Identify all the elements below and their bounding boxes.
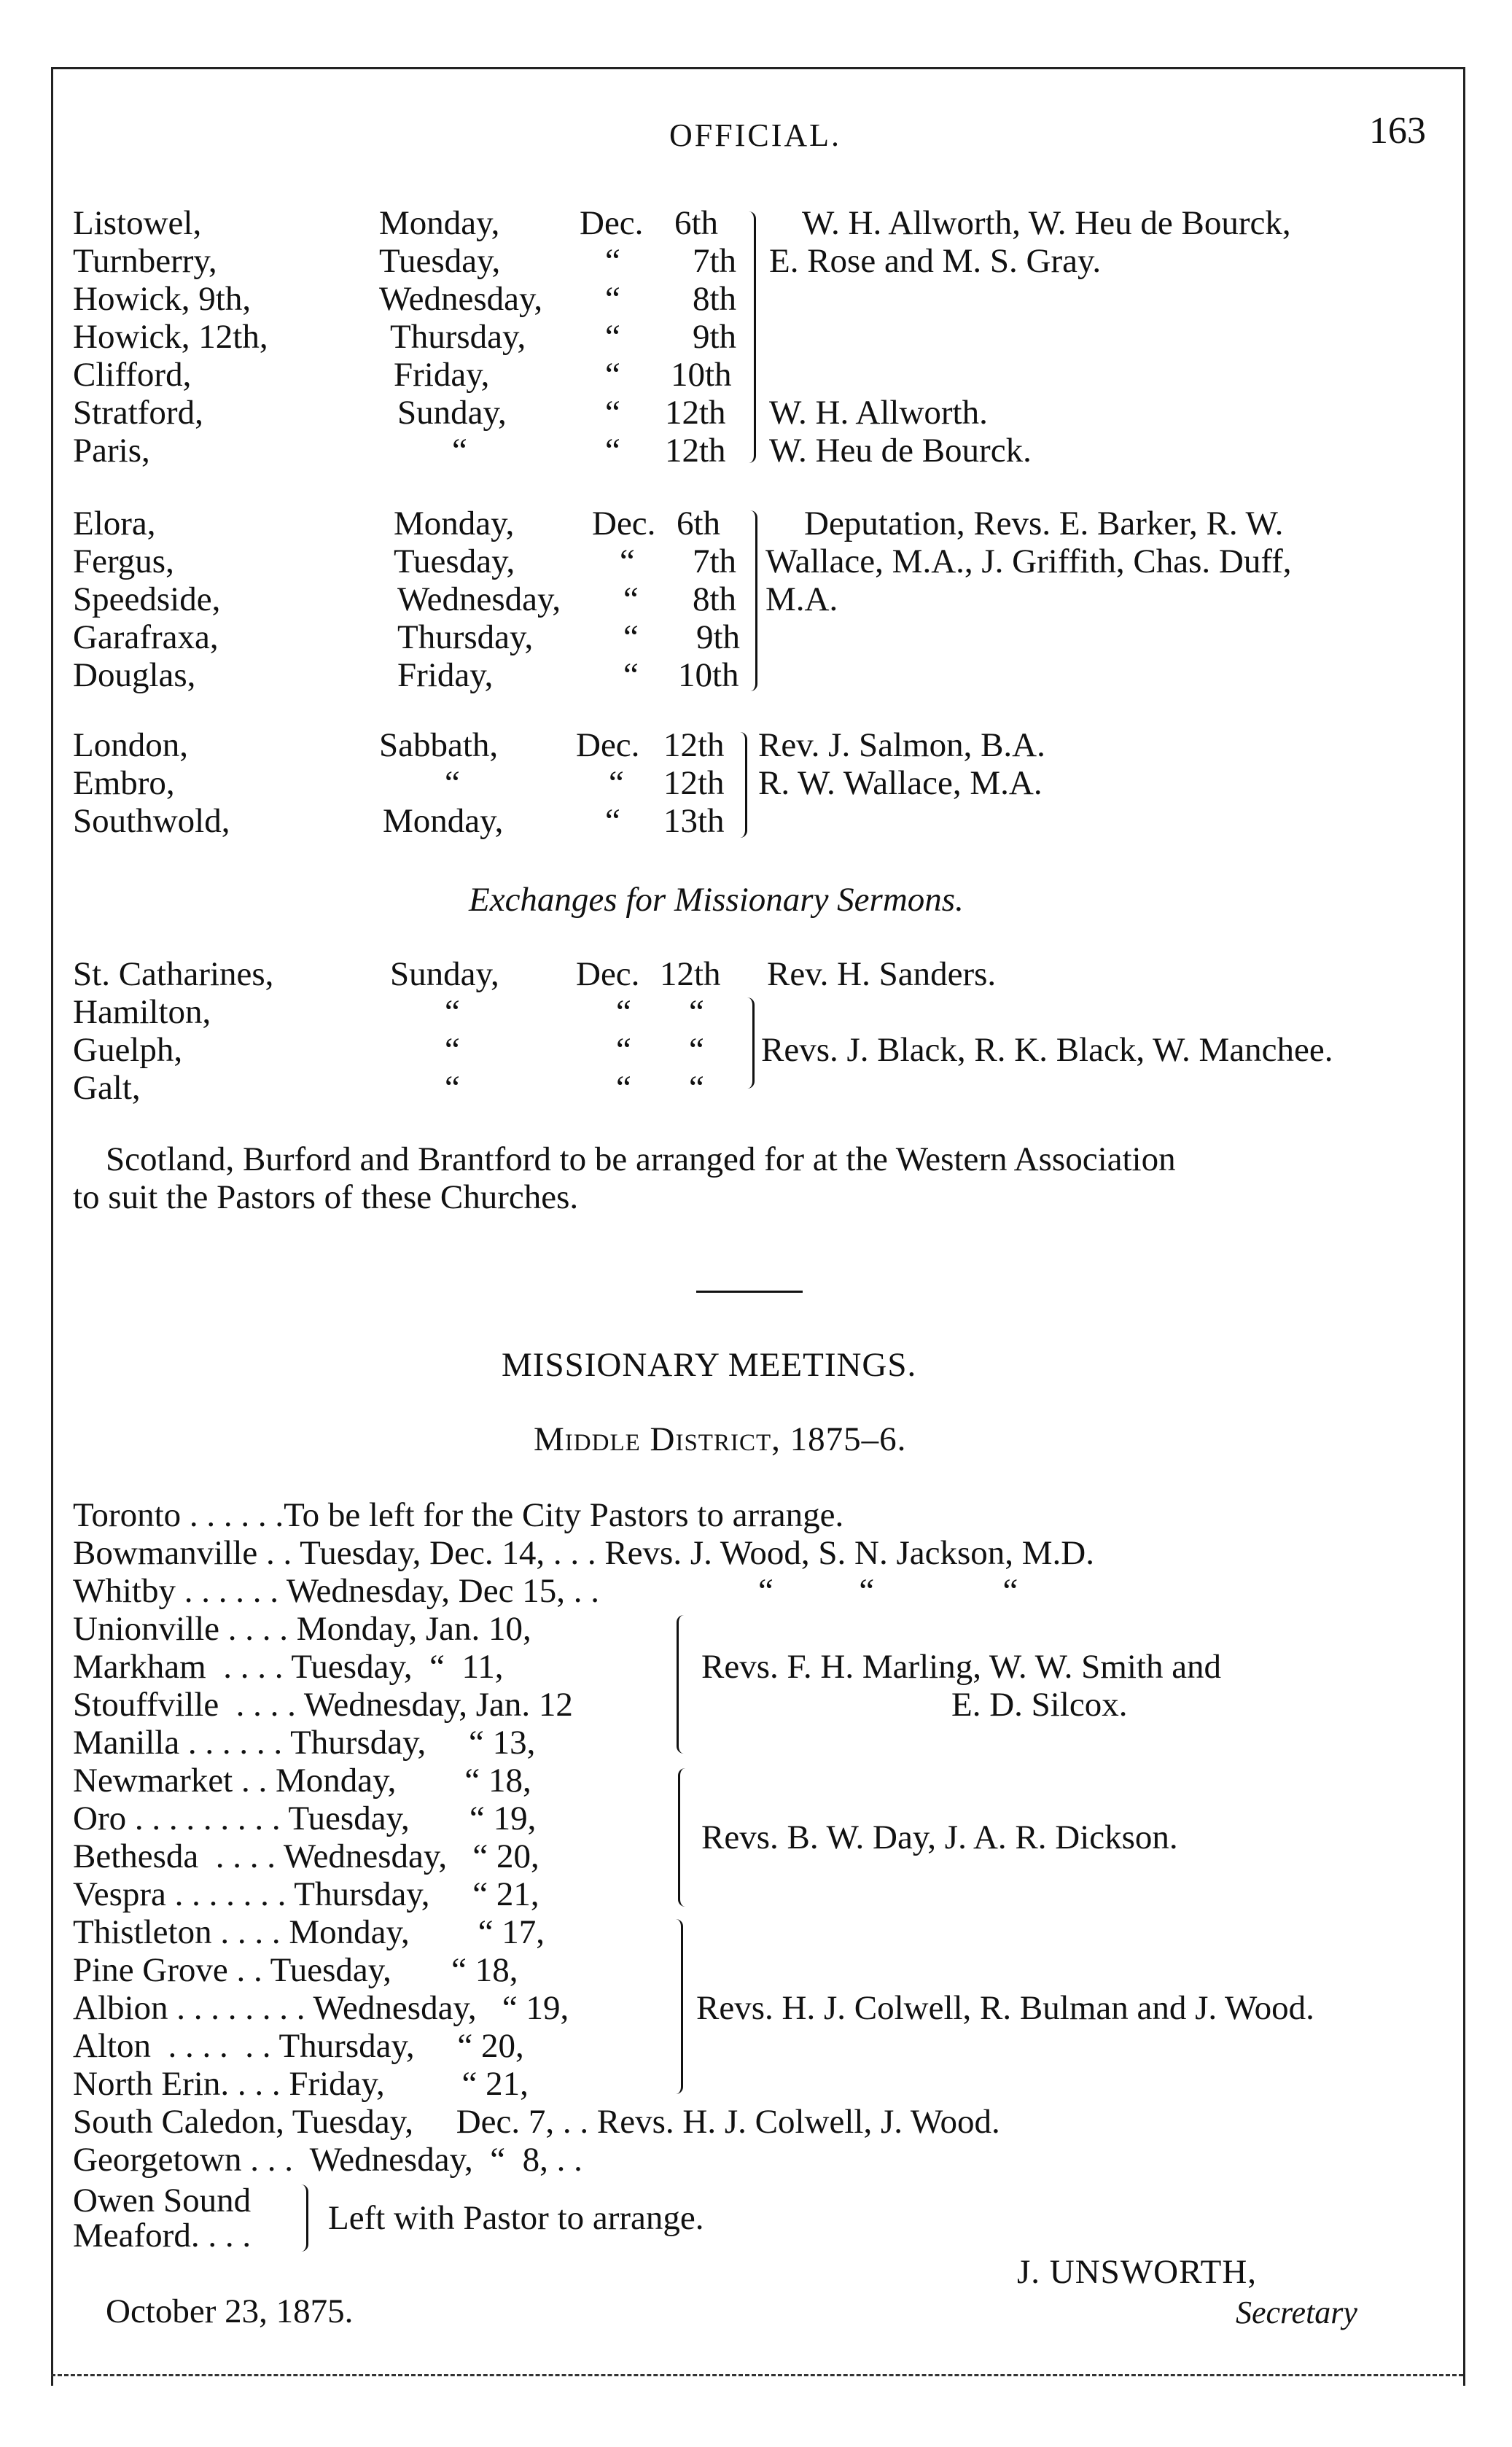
month: “ (616, 993, 631, 1031)
date: “ (689, 993, 704, 1031)
signature: J. UNSWORTH, (1017, 2253, 1258, 2291)
meeting-line: North Erin. . . . Friday, “ 21, (73, 2065, 529, 2103)
month: “ (605, 280, 620, 318)
meeting-line: Owen Sound (73, 2182, 252, 2220)
place: Embro, (73, 764, 175, 802)
place: Douglas, (73, 656, 196, 694)
ministers-note: W. H. Allworth, W. Heu de Bourck, (802, 204, 1291, 242)
date: 13th (663, 802, 725, 840)
date: 10th (678, 656, 739, 694)
date: “ (689, 1069, 704, 1107)
date: 12th (665, 432, 726, 470)
day: “ (452, 432, 467, 470)
day: “ (445, 1069, 460, 1107)
ministers-note: W. Heu de Bourck. (769, 432, 1032, 470)
date: 9th (696, 618, 741, 656)
ditto-marks: “ “ “ (758, 1572, 1018, 1610)
place: Elora, (73, 505, 156, 542)
meeting-line: Unionville . . . . Monday, Jan. 10, (73, 1610, 531, 1648)
month: “ (605, 802, 620, 840)
brace (678, 1768, 690, 1907)
day: Tuesday, (379, 242, 501, 280)
meeting-line: Bowmanville . . Tuesday, Dec. 14, . . . Revs. J. Wood, S. N. Jackson, M.D. (73, 1534, 1094, 1572)
month: Dec. (592, 505, 656, 542)
scotland-note: Scotland, Burford and Brantford to be arranged for at the Western Association (106, 1140, 1176, 1178)
month: “ (605, 394, 620, 432)
place: Clifford, (73, 356, 192, 394)
exchanges-heading: Exchanges for Missionary Sermons. (469, 881, 964, 919)
ministers-note: W. H. Allworth. (769, 394, 988, 432)
place: Paris, (73, 432, 150, 470)
day: Wednesday, (379, 280, 543, 318)
brace (744, 211, 756, 463)
day: Monday, (394, 505, 515, 542)
month: “ (620, 542, 635, 580)
month: Dec. (576, 955, 640, 993)
frame-top-rule (51, 67, 1463, 69)
meeting-line: Thistleton . . . . Monday, “ 17, (73, 1913, 545, 1951)
day: “ (445, 764, 460, 802)
ministers-note: Revs. J. Black, R. K. Black, W. Manchee. (761, 1031, 1333, 1069)
date: 8th (693, 280, 737, 318)
day: Thursday, (390, 318, 526, 356)
date-line: October 23, 1875. (106, 2292, 354, 2330)
meeting-line: Stouffville . . . . Wednesday, Jan. 12 (73, 1686, 573, 1724)
meeting-line: Albion . . . . . . . . Wednesday, “ 19, (73, 1989, 569, 2027)
date: 12th (660, 955, 721, 993)
ministers-note: Wallace, M.A., J. Griffith, Chas. Duff, (765, 542, 1292, 580)
day: Monday, (383, 802, 504, 840)
day: Tuesday, (394, 542, 515, 580)
month: “ (605, 318, 620, 356)
place: Listowel, (73, 204, 202, 242)
ministers-note: Left with Pastor to arrange. (328, 2199, 704, 2237)
place: Howick, 9th, (73, 280, 252, 318)
ministers-note: Rev. J. Salmon, B.A. (758, 726, 1045, 764)
day: Friday, (397, 656, 494, 694)
meeting-line: Whitby . . . . . . Wednesday, Dec 15, . . (73, 1572, 599, 1610)
month: Dec. (576, 726, 640, 764)
meeting-line: Newmarket . . Monday, “ 18, (73, 1762, 531, 1800)
day: Sabbath, (379, 726, 499, 764)
place: Howick, 12th, (73, 318, 268, 356)
place: Guelph, (73, 1031, 183, 1069)
date: 12th (663, 764, 725, 802)
meetings-heading: MISSIONARY MEETINGS. (502, 1346, 917, 1384)
place: Galt, (73, 1069, 141, 1107)
day: Wednesday, (397, 580, 561, 618)
brace (744, 997, 755, 1089)
meeting-line: Oro . . . . . . . . . Tuesday, “ 19, (73, 1800, 537, 1837)
ministers-note: E. Rose and M. S. Gray. (769, 242, 1102, 280)
brace (677, 1615, 689, 1754)
ministers-note: Revs. F. H. Marling, W. W. Smith and (701, 1648, 1222, 1686)
day: “ (445, 993, 460, 1031)
date: 6th (677, 505, 721, 542)
place: Speedside, (73, 580, 221, 618)
scotland-note: to suit the Pastors of these Churches. (73, 1178, 579, 1216)
date: 9th (693, 318, 737, 356)
meeting-line: Markham . . . . Tuesday, “ 11, (73, 1648, 504, 1686)
place: Stratford, (73, 394, 203, 432)
page-number: 163 (1369, 110, 1426, 152)
date: 7th (693, 242, 737, 280)
signature-title: Secretary (1236, 2295, 1357, 2330)
brace (297, 2185, 308, 2252)
day: Sunday, (397, 394, 507, 432)
day: “ (445, 1031, 460, 1069)
ministers-note: M.A. (765, 580, 838, 618)
meeting-line: Bethesda . . . . Wednesday, “ 20, (73, 1837, 539, 1875)
place: St. Catharines, (73, 955, 274, 993)
day: Thursday, (397, 618, 534, 656)
date: 8th (693, 580, 737, 618)
month: “ (623, 656, 639, 694)
month: “ (609, 764, 624, 802)
day: Friday, (394, 356, 490, 394)
district-heading: Middle District, 1875–6. (534, 1420, 907, 1458)
meeting-line: Georgetown . . . Wednesday, “ 8, . . (73, 2141, 582, 2179)
ministers-note: E. D. Silcox. (951, 1686, 1128, 1724)
month: “ (623, 580, 639, 618)
date: 7th (693, 542, 737, 580)
meeting-line: Vespra . . . . . . . Thursday, “ 21, (73, 1875, 539, 1913)
ministers-note: Revs. H. J. Colwell, R. Bulman and J. Wood. (696, 1989, 1314, 2027)
date: “ (689, 1031, 704, 1069)
brace (736, 732, 747, 838)
meeting-line: Meaford. . . . (73, 2217, 252, 2255)
month: “ (605, 432, 620, 470)
place: London, (73, 726, 188, 764)
place: Hamilton, (73, 993, 211, 1031)
section-rule (696, 1291, 803, 1293)
day: Sunday, (390, 955, 499, 993)
meeting-line: Manilla . . . . . . Thursday, “ 13, (73, 1724, 536, 1762)
month: Dec. (580, 204, 644, 242)
place: Fergus, (73, 542, 174, 580)
month: “ (623, 618, 639, 656)
ministers-note: Deputation, Revs. E. Barker, R. W. (804, 505, 1284, 542)
place: Turnberry, (73, 242, 217, 280)
day: Monday, (379, 204, 500, 242)
month: “ (616, 1069, 631, 1107)
date: 6th (674, 204, 719, 242)
month: “ (605, 242, 620, 280)
ministers-note: R. W. Wallace, M.A. (758, 764, 1043, 802)
meeting-line: Alton . . . . . . Thursday, “ 20, (73, 2027, 524, 2065)
meeting-line: South Caledon, Tuesday, Dec. 7, . . Revs. H. J. Colwell, J. Wood. (73, 2103, 1000, 2141)
month: “ (616, 1031, 631, 1069)
ministers-note: Revs. B. W. Day, J. A. R. Dickson. (701, 1818, 1178, 1856)
date: 12th (665, 394, 726, 432)
frame-bottom-rule (51, 2374, 1463, 2376)
place: Southwold, (73, 802, 230, 840)
meeting-line: Pine Grove . . Tuesday, “ 18, (73, 1951, 518, 1989)
date: 10th (671, 356, 732, 394)
place: Garafraxa, (73, 618, 219, 656)
running-header: OFFICIAL. (669, 117, 842, 153)
date: 12th (663, 726, 725, 764)
ministers-note: Rev. H. Sanders. (767, 955, 997, 993)
meeting-line: Toronto . . . . . .To be left for the City Pastors to arrange. (73, 1496, 844, 1534)
month: “ (605, 356, 620, 394)
brace (745, 510, 757, 691)
brace (672, 1919, 683, 2094)
